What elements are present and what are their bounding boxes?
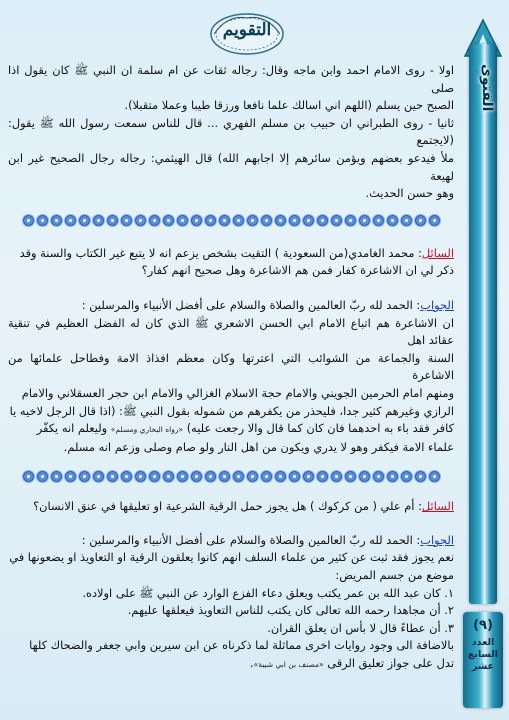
header-emblem — [208, 10, 286, 58]
ornament-dot-icon — [219, 215, 230, 226]
citation: «رواه البخاري ومسلم» — [110, 425, 184, 435]
answer-text: تدل على جواز تعليق الرقى — [327, 656, 454, 671]
article-body — [8, 62, 454, 674]
section-divider — [8, 468, 454, 484]
section-label: الفتوى — [479, 64, 495, 112]
answer-text: : الحمد لله ربّ العالمين والصلاة والسلام على أفضل الأنبياء والمرسلين : — [81, 532, 421, 547]
text-line: ملأ فيدعو بعضهم ويؤمن سائرهم إلا اجابهم الله) قال الهيثمي: رجاله رجال الصحيح غير ابن لهيعة — [8, 150, 454, 183]
question-label: السائل — [421, 245, 454, 260]
answer-text: نعم يجوز فقد ثبت عن كثير من علماء السلف انهم كانوا يعلقون الرقية او التعاويذ او يضعونها في — [9, 550, 454, 565]
list-item: ٣. أن عطاءً قال لا بأس ان يعلق القران. — [267, 620, 454, 635]
ribbon-bar — [469, 44, 497, 604]
issue-line: عشر — [471, 661, 495, 672]
ornament-dot-icon — [149, 215, 160, 226]
ornament-dot-icon — [359, 215, 370, 226]
answer-text: . — [250, 656, 254, 671]
ornament-dot-icon — [261, 471, 272, 482]
ornament-dot-icon — [177, 471, 188, 482]
ornament-dot-icon — [331, 471, 342, 482]
ornament-dot-icon — [191, 215, 202, 226]
question-label: السائل — [421, 499, 454, 514]
ornament-dot-icon — [149, 471, 160, 482]
question-text: : أم علي ( من كركوك ) هل يجوز حمل الرقية الشرعية او تعليقها في عنق الانسان؟ — [33, 499, 422, 514]
answer-2 — [8, 532, 454, 674]
ornament-dot-icon — [317, 215, 328, 226]
ornament-dot-icon — [23, 215, 34, 226]
ornament-dot-icon — [219, 471, 230, 482]
answer-text: بالاضافة الى وجود روايات اخرى مماثلة لما ذكرناه عن ابن سيرين وابي جعفر والضحاك كلها — [29, 638, 454, 653]
ornament-dot-icon — [107, 215, 118, 226]
intro-paragraph — [8, 62, 454, 203]
ornament-dot-icon — [345, 471, 356, 482]
ornament-dot-icon — [289, 471, 300, 482]
answer-text: كافر فقد باء به احدهما فان كان كما قال والا رجعت عليه) — [186, 421, 454, 436]
emblem-title: التقويم — [222, 20, 272, 40]
list-item: ١. كان عبد الله بن عمر يكتب ويعلق دعاء الفزع الوارد عن النبي ﷺ على اولاده. — [82, 585, 454, 600]
text-line: وهو حسن الحديث. — [365, 186, 454, 201]
list-item: ٢. أن مجاهدا رحمه الله تعالى كان يكتب للناس التعاويذ فيعلقها عليهم. — [127, 603, 454, 618]
issue-text — [468, 637, 498, 673]
answer-1 — [8, 297, 454, 456]
ornament-dot-icon — [205, 471, 216, 482]
ornament-dot-icon — [401, 471, 412, 482]
answer-text: ان الاشاعرة هم اتباع الامام ابي الحسن الاشعري ﷺ الذي كان له الفضل العظيم في تنقية عقائد اهل — [8, 315, 454, 348]
text-line: الصبح حين يسلم (اللهم اني اسالك علما نافعا ورزقا طيبا وعملا متقبلا). — [124, 98, 454, 113]
ornament-dot-icon — [345, 215, 356, 226]
ornament-dot-icon — [121, 471, 132, 482]
ornament-dot-icon — [177, 215, 188, 226]
answer-text: : الحمد لله ربّ العالمين والصلاة والسلام على أفضل الأنبياء والمرسلين : — [81, 297, 421, 312]
ornament-dot-icon — [163, 215, 174, 226]
ornament-dot-icon — [121, 215, 132, 226]
ornament-dot-icon — [387, 471, 398, 482]
ornament-dot-icon — [331, 215, 342, 226]
ornament-dot-icon — [261, 215, 272, 226]
question-text: ذكر لي ان الاشاعرة كفار فمن هم الاشاعرة وهل صحيح انهم كفار؟ — [141, 263, 454, 278]
citation: «مصنف بن ابي شيبة» — [253, 660, 324, 670]
ornament-dot-icon — [415, 471, 426, 482]
issue-badge — [463, 612, 503, 708]
ornament-dot-icon — [79, 471, 90, 482]
ornament-dot-icon — [289, 215, 300, 226]
ornament-dot-icon — [65, 471, 76, 482]
answer-text: موضع من جسم المريض: — [335, 568, 454, 583]
ornament-dot-icon — [135, 471, 146, 482]
ornament-dot-icon — [23, 471, 34, 482]
question-text: : محمد الغامدي(من السعودية ) التقيت بشخص يزعم انه لا يتبع غير الكتاب والسنة وقد — [19, 245, 422, 260]
answer-text: وليعلم انه يكفّر — [36, 421, 111, 436]
ornament-dot-icon — [79, 215, 90, 226]
ornament-dot-icon — [51, 215, 62, 226]
issue-number: (٩) — [473, 618, 493, 633]
ornament-dot-icon — [359, 471, 370, 482]
ornament-dot-icon — [247, 471, 258, 482]
answer-text — [8, 655, 454, 674]
ornament-dot-icon — [205, 215, 216, 226]
ornament-dot-icon — [163, 471, 174, 482]
ornament-dot-icon — [191, 471, 202, 482]
ornament-dot-icon — [37, 471, 48, 482]
ornament-dot-icon — [429, 215, 440, 226]
answer-label: الجواب — [420, 532, 454, 547]
ornament-dot-icon — [37, 215, 48, 226]
question-2 — [8, 498, 454, 516]
answer-text: ومنهم امام الحرمين الجويني والامام حجة الاسلام الغزالي والامام ابن حجر العسقلاني والامام — [21, 385, 454, 400]
ornament-dot-icon — [65, 215, 76, 226]
ornament-dot-icon — [233, 471, 244, 482]
ornament-dot-icon — [107, 471, 118, 482]
ornament-dot-icon — [303, 471, 314, 482]
ornament-dot-icon — [233, 215, 244, 226]
ornament-dot-icon — [303, 215, 314, 226]
answer-text — [8, 420, 454, 439]
issue-line: العدد — [471, 637, 495, 648]
ornament-dot-icon — [373, 215, 384, 226]
side-ribbon — [463, 18, 503, 708]
ornament-dot-icon — [373, 471, 384, 482]
issue-line: السابع — [467, 649, 499, 660]
ornament-dot-icon — [135, 215, 146, 226]
ornament-dot-icon — [429, 471, 440, 482]
text-line: اولا - روى الامام احمد وابن ماجه وقال: رجاله ثقات عن ام سلمة ان النبي ﷺ كان يقول اذا صلى — [8, 63, 454, 95]
ornament-dot-icon — [275, 215, 286, 226]
ornament-dot-icon — [275, 471, 286, 482]
ornament-dot-icon — [387, 215, 398, 226]
answer-label: الجواب — [420, 297, 454, 312]
ornament-dot-icon — [401, 215, 412, 226]
question-1 — [8, 245, 454, 280]
answer-text: علماء الامة فيكفر وهو لا يدري ويكون من اهل النار ولو صام وصلى وزعم انه مسلم. — [63, 439, 454, 454]
answer-text: السنة والجماعة من الشوائب التي اعترتها وكان معظم افذاذ الامة وفطاحل علمائها من الاشاعرة — [8, 350, 454, 383]
ornament-dot-icon — [247, 215, 258, 226]
ornament-dot-icon — [51, 471, 62, 482]
section-divider — [8, 213, 454, 229]
ornament-dot-icon — [317, 471, 328, 482]
ornament-dot-icon — [415, 215, 426, 226]
text-line: ثانيا - روى الطبراني ان حبيب بن مسلم الفهري ... قال للناس سمعت رسول الله ﷺ يقول: (لايجتمع — [8, 115, 454, 148]
answer-text: الرازي وغيرهم كثير جدا، فليحذر من يكفرهم من شموله بقول النبي ﷺ: (اذا قال الرجل لاخيه يا — [9, 403, 454, 418]
ornament-dot-icon — [93, 471, 104, 482]
ornament-dot-icon — [93, 215, 104, 226]
